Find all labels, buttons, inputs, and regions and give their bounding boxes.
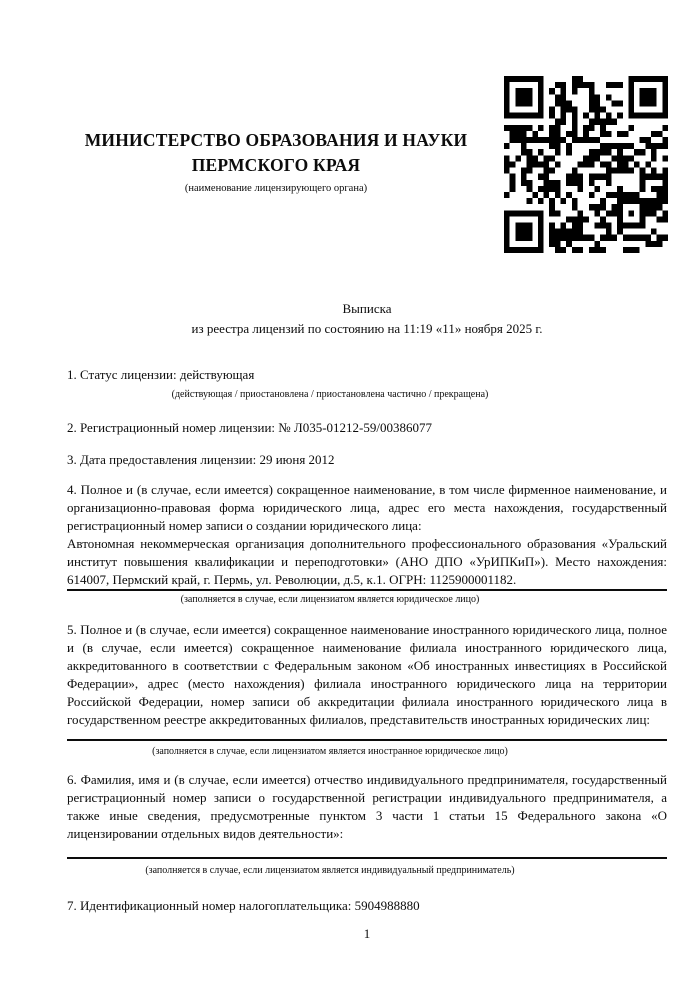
document-title [67,299,667,339]
ministry-name-line2: ПЕРМСКОГО КРАЯ [191,155,361,175]
individual-caption: (заполняется в случае, если лицензиатом является индивидуальный предприниматель) [145,865,515,876]
taxpayer-id-label: 7. Идентификационный номер налогоплательщика: 5904988880 [67,898,420,913]
ministry-name-line1: МИНИСТЕРСТВО ОБРАЗОВАНИЯ И НАУКИ [84,130,468,150]
item-foreign-entity [67,621,667,758]
item-grant-date [67,451,667,469]
grant-date-label: 3. Дата предоставления лицензии: 29 июня 2012 [67,452,335,467]
document-title-line2: из реестра лицензий по состоянию на 11:19 «11» ноября 2025 г. [191,321,543,336]
item-taxpayer-id [67,897,667,915]
item-license-status [67,366,667,401]
individual-paragraph: 6. Фамилия, имя и (в случае, если имеется) отчество индивидуального предпринимателя, государственный регистрационный номер записи о государственной регистрации индивидуального предпринимателя, а также иные сведения, предусмотренные пунктом 3 части 1 статьи 15 Федерального закона «О лицензировании отдельных видов деятельности»: [67,772,667,841]
legal-entity-paragraph: 4. Полное и (в случае, если имеется) сокращенное наименование, в том числе фирменное наименование, и организационно-правовая форма юридического лица, адрес его места нахождения, государственный регистрационный номер записи о создании юридического лица: [67,482,667,533]
page-number: 1 [363,926,371,941]
item-registration-number [67,419,667,437]
item-legal-entity [67,481,667,606]
fill-line [67,857,667,859]
legal-entity-caption: (заполняется в случае, если лицензиатом является юридическое лицо) [180,594,480,605]
legal-entity-value: Автономная некоммерческая организация дополнительного профессионального образования «Уральский институт повышения квалификации и переподготовки» (АНО ДПО «УрИПКиП»). Место нахождения: 614007, Пермский край, г. Пермь, ул. Революции, д.5, к.1. ОГРН: 1125900001182. [67,536,667,587]
license-status-label: 1. Статус лицензии: действующая [67,367,255,382]
document-title-line1: Выписка [342,301,392,316]
foreign-entity-paragraph: 5. Полное и (в случае, если имеется) сокращенное наименование иностранного юридического лица, полное и (в случае, если имеется) сокращенное наименование филиала иностранного юридического лица, аккредитованного в соответствии с Федеральным законом «Об иностранных инвестициях в Российской Федерации», адрес (место нахождения) филиала иностранного юридического лица на территории Российской Федерации, номер записи об аккредитации филиала иностранного юридического лица в государственном реестре аккредитованных филиалов, представительств иностранных юридических лиц: [67,622,667,727]
fill-line [67,589,667,591]
ministry-caption: (наименование лицензирующего органа) [184,183,368,194]
fill-line [67,739,667,741]
qr-code-icon [504,76,668,253]
item-individual-entrepreneur [67,771,667,877]
foreign-entity-caption: (заполняется в случае, если лицензиатом является иностранное юридическое лицо) [152,746,508,757]
license-status-caption: (действующая / приостановлена / приостановлена частично / прекращена) [171,389,489,400]
licensing-authority-block [67,128,485,195]
registration-number-label: 2. Регистрационный номер лицензии: № Л035-01212-59/00386077 [67,420,433,435]
